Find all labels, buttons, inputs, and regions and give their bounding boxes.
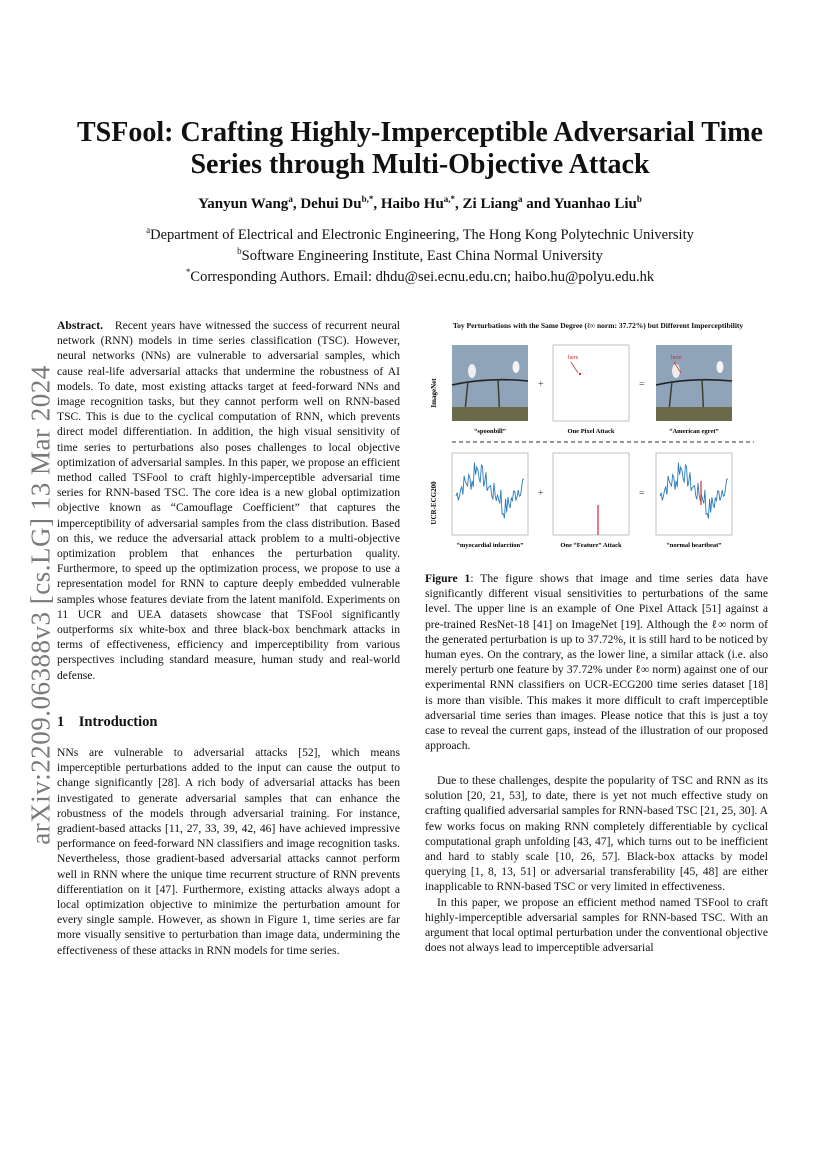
- row-label: ImageNet: [430, 378, 438, 408]
- author: Dehui Du: [300, 196, 362, 212]
- author: Yanyun Wang: [198, 196, 289, 212]
- arxiv-id: arXiv:2209.06388v3 [cs.LG] 13 Mar 2024: [25, 365, 56, 845]
- caption-label: “normal heartbeat”: [666, 542, 722, 549]
- caption-label: “American egret”: [669, 428, 719, 435]
- figure-1: [428, 321, 768, 561]
- equals-sign: =: [639, 488, 645, 499]
- spoonbill-image: [452, 345, 528, 421]
- corresponding-authors: *Corresponding Authors. Email: dhdu@sei.ecnu.edu.cn; haibo.hu@polyu.edu.hk: [185, 267, 655, 285]
- author: Haibo Hu: [380, 196, 444, 212]
- perturbation-image: [553, 345, 629, 421]
- plus-sign: +: [538, 379, 544, 390]
- caption-label: “myocardial infarction”: [456, 542, 524, 549]
- row-label: UCR-ECG200: [430, 481, 438, 525]
- affiliation: $^a$Department of Electrical and Electronic Engineering, The Hong Kong Polytechnic University: [146, 225, 694, 243]
- affiliation: $^b$Software Engineering Institute, East China Normal University: [237, 246, 603, 264]
- caption-label: One Pixel Attack: [567, 428, 615, 435]
- here-label: here: [568, 355, 579, 361]
- abstract: [57, 318, 400, 683]
- abstract-text: Recent years have witnessed the success of recurrent neural network (RNN) models in time series classification (TSC). However, neural networks (NNs) are vulnerable to adversarial samples, which cause real-life adversarial attacks that undermine the robustness of AI models. To date, most existing attacks target at feed-forward NNs and image recognition tasks, but they cannot perform well on RNN-based TSC. This is due to the cyclical computation of RNN, which prevents direct model differentiation. In addition, the high visual sensitivity of time series to perturbations also poses challenges to local objective optimization of adversarial samples. In this paper, we propose an efficient method called TSFool to craft highly-imperceptible adversarial time series for RNN-based TSC. The core idea is a new global optimization objective known as “Camouflage Coefficient” that captures the imperceptibility of adversarial samples from the class distribution. Based on this, we reduce the adversarial attack problem to a multi-objective optimization problem that enhances the perturbation quality. Furthermore, to speed up the optimization process, we propose to use a representation model for RNN to capture deeply embedded vulnerable samples whose features deviate from the latent manifold. Experiments on 11 UCR and UEA datasets showcase that TSFool significantly outperforms six white-box and three black-box benchmark attacks in terms of effectiveness, efficiency and imperceptibility from various perspectives including standard measure, human study and real-world defense.: [57, 319, 400, 682]
- author: Zi Liang: [462, 196, 518, 212]
- figure-caption: Figure 1: The figure shows that image and time series data have significantly different visual sensitivities to perturbations of the same level. The upper line is an example of One Pixel Attack [51] against a pre-trained ResNet-18 [41] on ImageNet [19]. Although the ℓ∞ norm of the generated perturbation is up to 37.72%, it is still hard to be noticed by human eyes. On the contrary, as the lower line, a similar attack (i.e. also merely perturb one feature by 37.72% under ℓ∞ norm) against one of our experimental RNN classifiers on UCR-ECG200 time series dataset [18] is more than visible. This makes it more difficult to craft imperceptible adversarial time series than images. Please notice that this is just a toy case to reveal the current gaps, instead of the illustration of our proposed approach.: [425, 572, 768, 753]
- egret-image: [656, 345, 732, 421]
- intro-paragraph: NNs are vulnerable to adversarial attacks [52], which means imperceptible perturbations added to the input can cause the output to change significantly [28]. A rich body of adversarial attacks has been investigated to generate adversarial samples that can enhance the robustness of the models through adversarial training. For instance, gradient-based attacks [11, 27, 33, 39, 42, 46] have achieved impressive performance on feed-forward NN classifiers and image recognition tasks. Nevertheless, those gradient-based adversarial attacks cannot perform well in RNN where the unique time recurrent structure of RNN prevents differentiation on it [47]. Furthermore, existing attacks always adopt a local optimization objective to minimize the perturbation amount for every single sample. However, as shown in Figure 1, time series are far more visually sensitive to perturbation than image data, undermining the effectiveness of these attacks in RNN models for time series.: [57, 746, 400, 957]
- author-list: Yanyun Wang$^a$, Dehui $Du^{b,*}$, Haibo $Hu^{a,*}$, Zi Liang$^a$ and Yuanhao Liu$^b$: [198, 194, 642, 212]
- equals-sign: =: [639, 379, 645, 390]
- body-paragraph: Due to these challenges, despite the popularity of TSC and RNN as its solution [20, 21, 53], to date, there is yet not much effective study on crafting qualified adversarial samples for RNN-based TSC [21, 25, 30]. A few works focus on making RNN completely differentiable by cyclical computational graph unfolding [43, 47], which turns out to be inefficient and hard to stably scale [10, 26, 57]. Black-box attacks by model querying [1, 8, 13, 51] or adversarial transferability [45, 48] are either inapplicable to RNN-based TSC or very limited in effectiveness. In this paper, we propose an efficient method named TSFool to craft highly-imperceptible adversarial samples for RNN-based TSC. With an argument that local optimal perturbation under the conventional objective does not always lead to imperceptible adversarial: [425, 774, 768, 955]
- caption-label: “spoonbill”: [474, 428, 506, 435]
- author: Yuanhao Liu: [553, 196, 637, 212]
- caption-label: One “Feature” Attack: [560, 542, 622, 549]
- here-label: here: [671, 355, 682, 361]
- plus-sign: +: [538, 488, 544, 499]
- figure-title: Toy Perturbations with the Same Degree (ℓ∞ norm: 37.72%) but Different Imperceptibility: [452, 321, 744, 330]
- paper-title: TSFool: Crafting Highly-Imperceptible Adversarial Time Series through Multi-Objective Attack: [77, 117, 763, 180]
- section-heading: 1 Introduction: [57, 714, 158, 730]
- abstract-label: Abstract.: [57, 319, 104, 332]
